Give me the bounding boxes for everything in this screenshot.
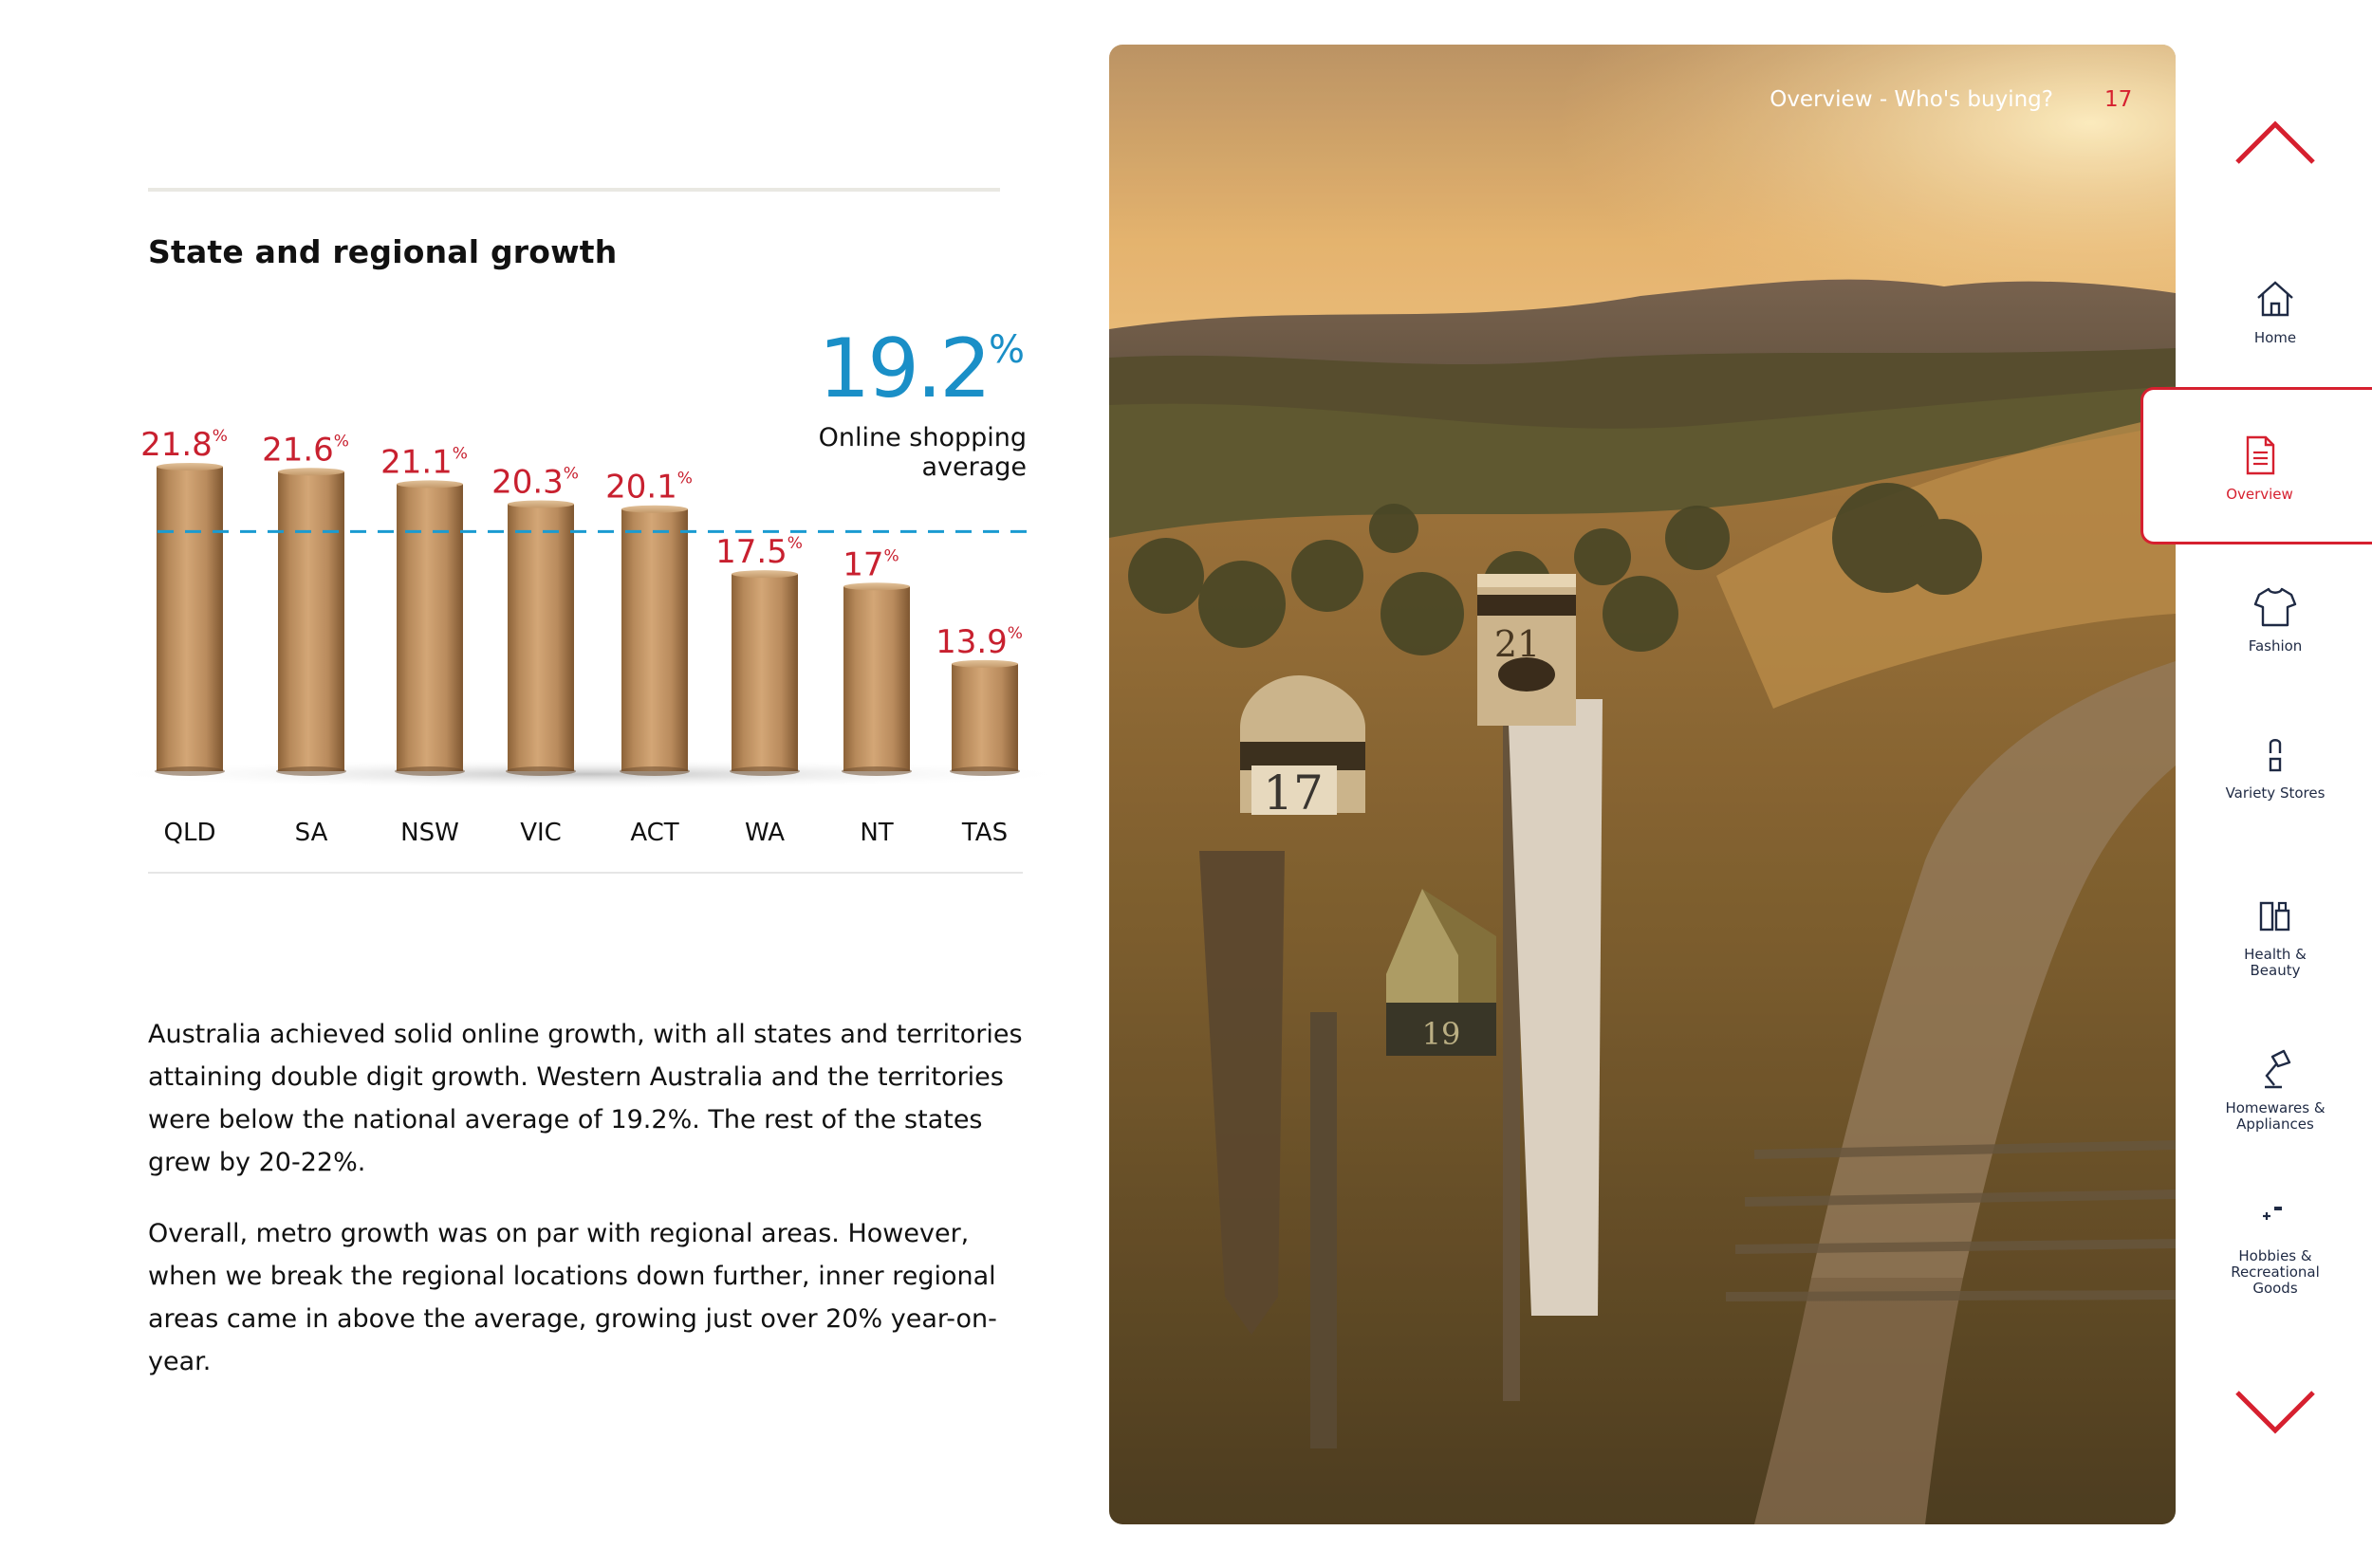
mailbox-number-17: 17	[1263, 766, 1324, 821]
nav-item-label: Hobbies & Recreational Goods	[2231, 1247, 2320, 1297]
nav-item-home[interactable]	[2178, 275, 2372, 346]
body-paragraph-2: Overall, metro growth was on par with regional areas. However, when we break the regional locations down further, inner regional areas came in above the average, growing just over 20% year-on-year.	[148, 1219, 997, 1376]
tick-label-nt: NT	[860, 819, 894, 847]
growth-bar-chart	[0, 0, 1101, 911]
value-label-sa: 21.6%	[262, 431, 349, 470]
chart-floor-shadow	[95, 759, 1082, 789]
nav-item-label: Homewares & Appliances	[2225, 1099, 2326, 1133]
tick-label-wa: WA	[744, 819, 786, 847]
bottles-icon	[2252, 892, 2299, 939]
bar-sa	[276, 468, 346, 776]
tshirt-icon	[2252, 583, 2299, 631]
nav-item-hobbies-recreational[interactable]	[2178, 1193, 2372, 1297]
nav-item-overview[interactable]	[2140, 387, 2372, 544]
chevron-down-icon[interactable]	[2233, 1387, 2317, 1436]
nav-item-label: Variety Stores	[2225, 784, 2326, 802]
mailbox-number-21: 21	[1493, 623, 1541, 665]
bar-tas	[950, 660, 1020, 776]
value-label-tas: 13.9%	[936, 622, 1023, 661]
nav-item-variety-stores[interactable]	[2178, 730, 2372, 802]
value-label-wa: 17.5%	[715, 533, 803, 572]
document-icon	[2236, 432, 2284, 479]
chevron-up-icon[interactable]	[2233, 119, 2317, 168]
value-label-vic: 20.3%	[491, 463, 579, 502]
tick-label-act: ACT	[630, 819, 679, 847]
body-paragraph-1: Australia achieved solid online growth, with all states and territories attaining double digit growth. Western Australia and the territories were below the national average of 19.2%. The rest of the states grew by 20-22%.	[148, 1020, 1023, 1177]
nav-item-label: Home	[2253, 329, 2297, 346]
page-header-title: Overview - Who's buying?	[1770, 87, 2053, 112]
tick-label-vic: VIC	[520, 819, 562, 847]
bar-vic	[506, 500, 576, 776]
hobbies-icon	[2252, 1193, 2299, 1241]
landscape-photo	[1109, 45, 2176, 1524]
tick-label-qld: QLD	[163, 819, 216, 847]
mailbox-number-19: 19	[1421, 1016, 1461, 1052]
nav-item-fashion[interactable]	[2178, 583, 2372, 655]
tick-label-tas: TAS	[961, 819, 1009, 847]
bar-nt	[842, 582, 912, 776]
value-label-qld: 21.8%	[140, 426, 228, 464]
variety-icon	[2252, 730, 2299, 778]
tick-label-sa: SA	[294, 819, 328, 847]
bar-wa	[730, 570, 800, 776]
page-number: 17	[2104, 87, 2133, 112]
lamp-icon	[2252, 1045, 2299, 1093]
value-label-nt: 17%	[843, 545, 899, 584]
nav-item-homewares-appliances[interactable]	[2178, 1045, 2372, 1133]
bar-nsw	[395, 480, 465, 776]
bar-act	[620, 506, 690, 776]
side-navigation	[2178, 0, 2372, 1568]
nav-item-label: Overview	[2226, 486, 2293, 503]
home-icon	[2252, 275, 2299, 323]
nav-item-label: Fashion	[2248, 637, 2303, 655]
average-value: 19.2%	[818, 322, 1025, 416]
nav-item-label: Health & Beauty	[2244, 946, 2307, 979]
tick-label-nsw: NSW	[400, 819, 459, 847]
nav-item-health-beauty[interactable]	[2178, 892, 2372, 979]
average-label: Online shopping average	[818, 423, 1027, 482]
value-label-nsw: 21.1%	[380, 443, 468, 482]
bottom-divider	[148, 872, 1023, 874]
section-title: State and regional growth	[148, 233, 618, 270]
value-label-act: 20.1%	[605, 468, 693, 507]
bar-qld	[155, 463, 225, 776]
